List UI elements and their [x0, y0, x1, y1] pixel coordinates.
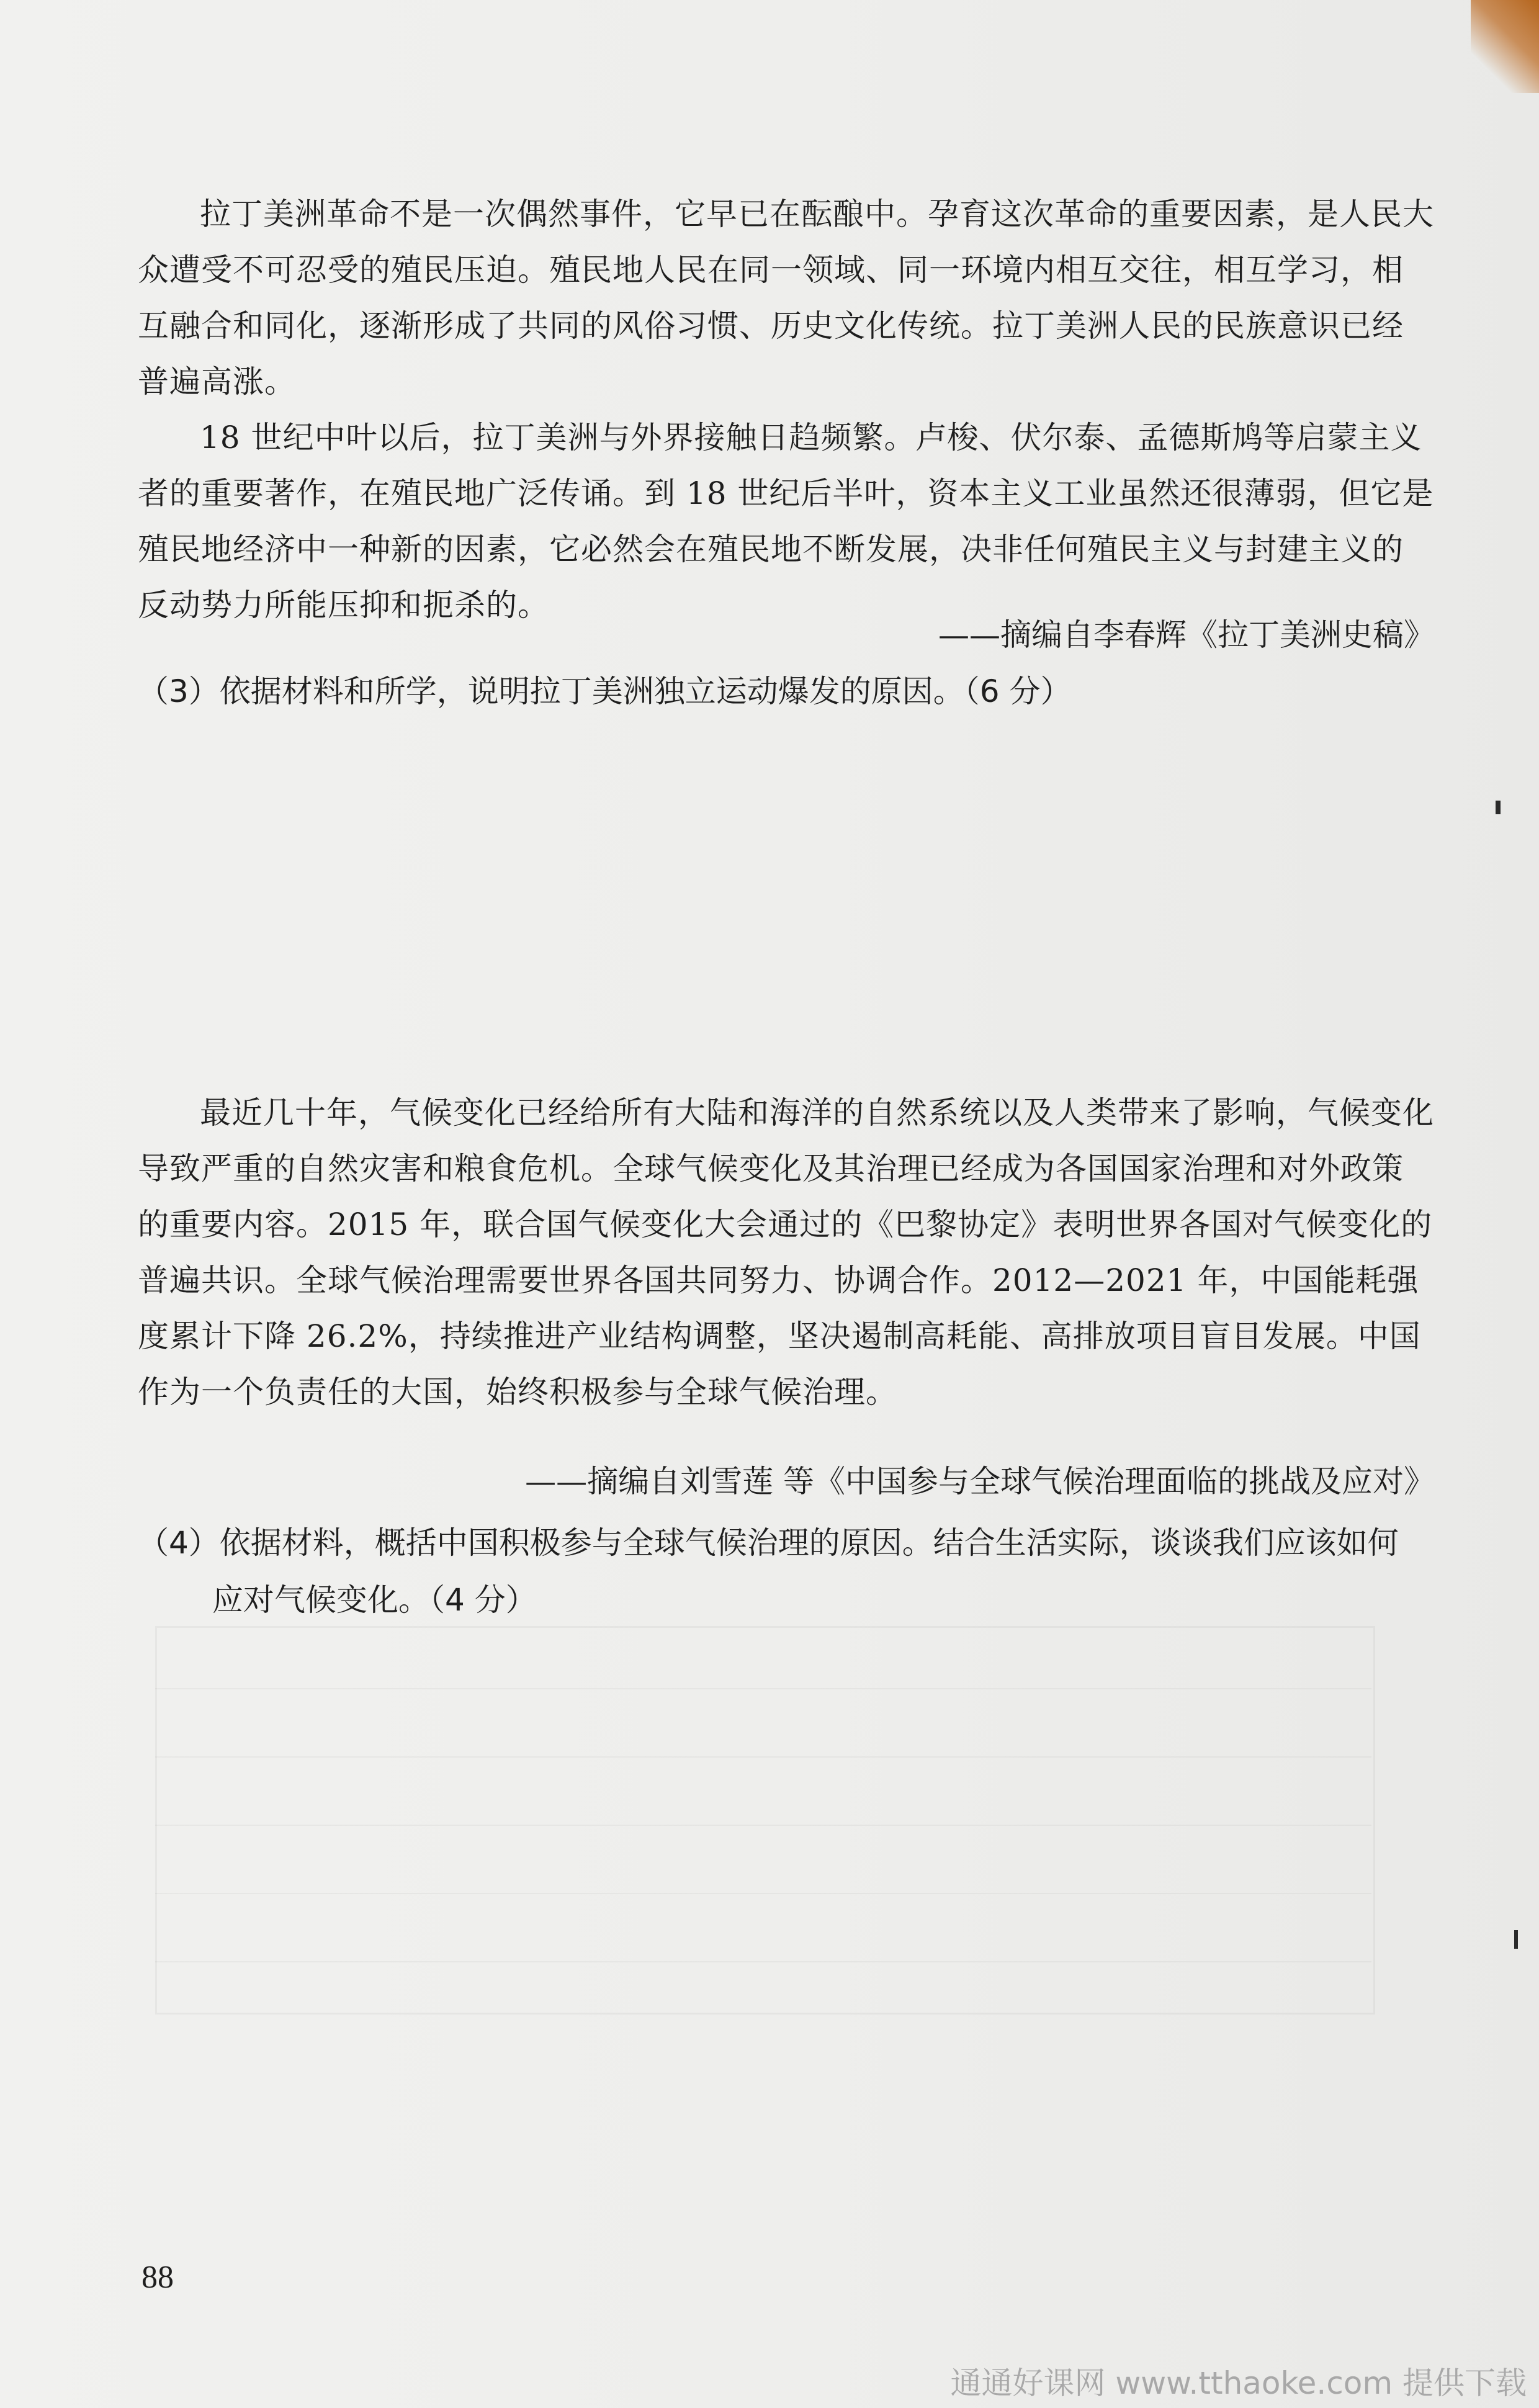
show-through-line [155, 1893, 1371, 1894]
show-through-line [155, 1756, 1371, 1758]
material-1-paragraph-2 [138, 410, 1435, 633]
page-number: 88 [141, 2260, 174, 2295]
question-4-line-2: 应对气候变化。（4 分） [212, 1582, 537, 1618]
material-1-paragraph-1 [138, 186, 1435, 410]
question-3: （3）依据材料和所学，说明拉丁美洲独立运动爆发的原因。（6 分） [138, 673, 1072, 709]
question-4 [138, 1514, 1435, 1629]
material-1-paragraph-1-text: 拉丁美洲革命不是一次偶然事件，它早已在酝酿中。孕育这次革命的重要因素，是人民大众遭受不可忍受的殖民压迫。殖民地人民在同一领域、同一环境内相互交往，相互学习，相互融合和同化，逐渐形成了共同的风俗习惯、历史文化传统。拉丁美洲人民的民族意识已经普遍高涨。 [138, 196, 1434, 400]
material-1-paragraph-2-text: 18 世纪中叶以后，拉丁美洲与外界接触日趋频繁。卢梭、伏尔泰、孟德斯鸠等启蒙主义者的重要著作，在殖民地广泛传诵。到 18 世纪后半叶，资本主义工业虽然还很薄弱，但它是殖民地经济中一种新的因素，它必然会在殖民地不断发展，决非任何殖民主义与封建主义的反动势力所能压抑和扼杀的。 [138, 420, 1434, 623]
show-through-line [155, 1961, 1371, 1962]
scan-speck [1514, 1930, 1518, 1949]
show-through-line [155, 1825, 1371, 1826]
question-4-line-1: （4）依据材料，概括中国积极参与全球气候治理的原因。结合生活实际，谈谈我们应该如何 [138, 1525, 1399, 1561]
material-2-paragraph [138, 1085, 1435, 1420]
site-watermark: 通通好课网 www.tthaoke.com 提供下载 [950, 2365, 1527, 2401]
material-2-paragraph-text: 最近几十年，气候变化已经给所有大陆和海洋的自然系统以及人类带来了影响，气候变化导致严重的自然灾害和粮食危机。全球气候变化及其治理已经成为各国国家治理和对外政策的重要内容。2015 年，联合国气候变化大会通过的《巴黎协定》表明世界各国对气候变化的普遍共识。全球气候治理需要世界各国共同努力、协调合作。2012—2021 年，中国能耗强度累计下降 26.2%，持续推进产业结构调整，坚决遏制高耗能、高排放项目盲目发展。中国作为一个负责任的大国，始终积极参与全球气候治理。 [138, 1095, 1434, 1410]
material-2-source: ——摘编自刘雪莲 等《中国参与全球气候治理面临的挑战及应对》 [525, 1463, 1435, 1499]
material-1-source: ——摘编自李春辉《拉丁美洲史稿》 [938, 617, 1435, 653]
show-through-line [155, 1688, 1371, 1689]
scan-speck [1496, 801, 1501, 814]
show-through-table [155, 1626, 1375, 2015]
page-corner-fold [1471, 0, 1539, 93]
